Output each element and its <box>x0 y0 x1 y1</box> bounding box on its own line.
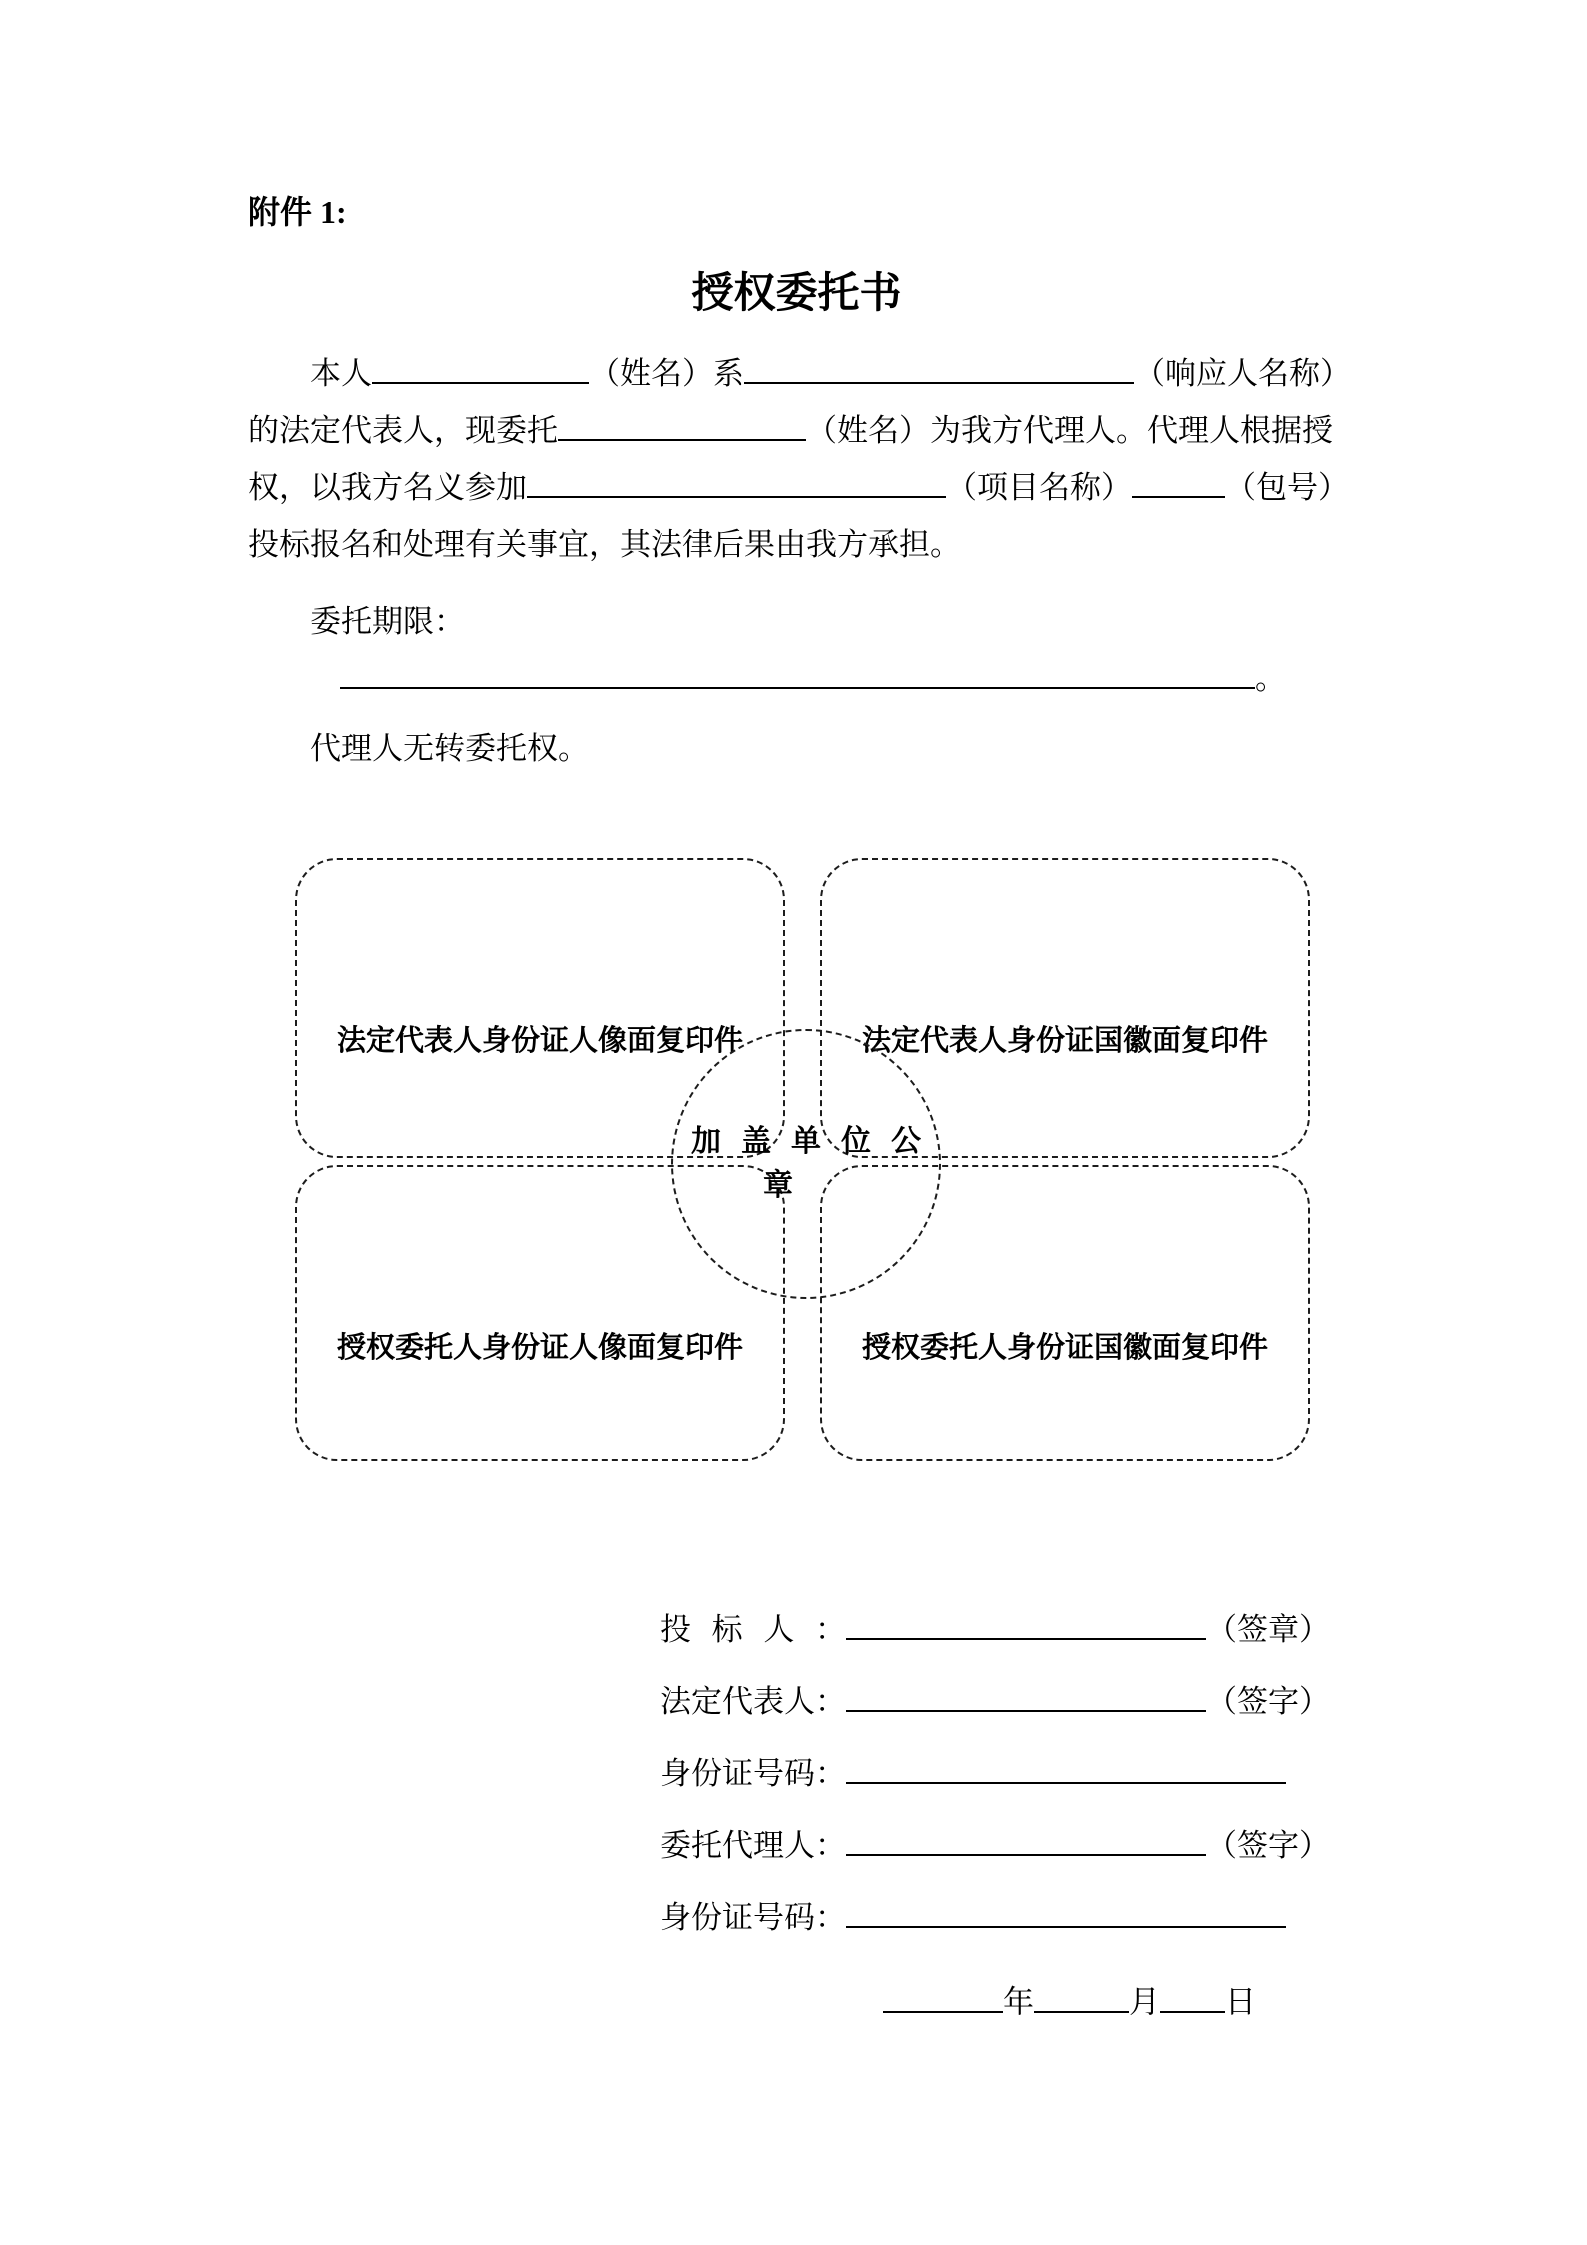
bidder-label: 投标人： <box>660 1612 846 1647</box>
text-agent-note: （姓名）为我方代理人。代理人根据授 <box>806 413 1333 448</box>
text-principal: 本人 <box>310 356 372 391</box>
page-title: 授权委托书 <box>691 271 902 317</box>
day-label: 日 <box>1225 1984 1256 2020</box>
no-sub-delegation-text: 代理人无转委托权。 <box>310 731 589 766</box>
text-participate: 权，以我方名义参加 <box>248 470 527 505</box>
idbox-label: 法定代表人身份证人像面复印件 <box>336 1025 743 1057</box>
blank-project-name <box>527 464 946 498</box>
text-respondent-note: （响应人名称） <box>1134 356 1351 391</box>
paragraph-line-2 <box>248 402 1345 459</box>
seal-note-line-1: 加盖单位公 <box>691 1125 941 1158</box>
year-label: 年 <box>1003 1984 1034 2020</box>
blank-year <box>883 1979 1003 2013</box>
sig-row-agent <box>660 1820 1345 1892</box>
attachment-label: 附件 1: <box>248 194 347 230</box>
paragraph-line-1 <box>248 345 1351 402</box>
sig-row-bidder <box>660 1604 1345 1676</box>
entrust-term-label: 委托期限： <box>310 604 465 639</box>
blank-day <box>1160 1979 1225 2013</box>
bidder-suffix: （签章） <box>1206 1612 1330 1647</box>
paragraph-line-4 <box>248 516 1345 573</box>
text-entrust: 的法定代表人，现委托 <box>248 413 558 448</box>
id-number-label: 身份证号码： <box>660 1900 846 1935</box>
paragraph-line-3 <box>248 459 1349 516</box>
blank-id-number-1 <box>846 1750 1286 1784</box>
id-number-label: 身份证号码： <box>660 1756 846 1791</box>
signature-block <box>660 1604 1345 1964</box>
blank-agent <box>846 1822 1206 1856</box>
id-copy-area <box>295 858 1310 1461</box>
text-package-note: （包号） <box>1225 470 1349 505</box>
blank-bidder <box>846 1606 1206 1640</box>
entrust-term-line <box>248 650 1345 707</box>
blank-month <box>1034 1979 1129 2013</box>
text-project-note: （项目名称） <box>946 470 1132 505</box>
month-label: 月 <box>1129 1984 1160 2020</box>
sig-row-id-number-2 <box>660 1892 1345 1964</box>
blank-respondent-name <box>744 350 1134 384</box>
text-liability: 投标报名和处理有关事宜，其法律后果由我方承担。 <box>248 527 961 562</box>
sig-row-id-number-1 <box>660 1748 1345 1820</box>
blank-agent-name <box>558 407 806 441</box>
idbox-label: 授权委托人身份证人像面复印件 <box>336 1332 743 1364</box>
idbox-label: 授权委托人身份证国徽面复印件 <box>861 1332 1268 1364</box>
agent-suffix: （签字） <box>1206 1828 1330 1863</box>
term-period-mark: 。 <box>1255 661 1286 696</box>
company-seal-circle <box>671 1029 941 1299</box>
idbox-label: 法定代表人身份证国徽面复印件 <box>861 1025 1268 1057</box>
agent-label: 委托代理人： <box>660 1828 846 1863</box>
sig-row-legal-rep <box>660 1676 1345 1748</box>
legal-rep-label: 法定代表人： <box>660 1684 846 1719</box>
body-paragraph <box>248 345 1351 573</box>
blank-legal-rep-name <box>372 350 589 384</box>
blank-legal-rep <box>846 1678 1206 1712</box>
text-name-note: （姓名）系 <box>589 356 744 391</box>
blank-package-number <box>1132 464 1225 498</box>
legal-rep-suffix: （签字） <box>1206 1684 1330 1719</box>
seal-note-line-2: 章 <box>763 1169 793 1202</box>
date-line <box>883 1979 1345 2019</box>
blank-entrust-term <box>340 655 1255 689</box>
blank-id-number-2 <box>846 1894 1286 1928</box>
